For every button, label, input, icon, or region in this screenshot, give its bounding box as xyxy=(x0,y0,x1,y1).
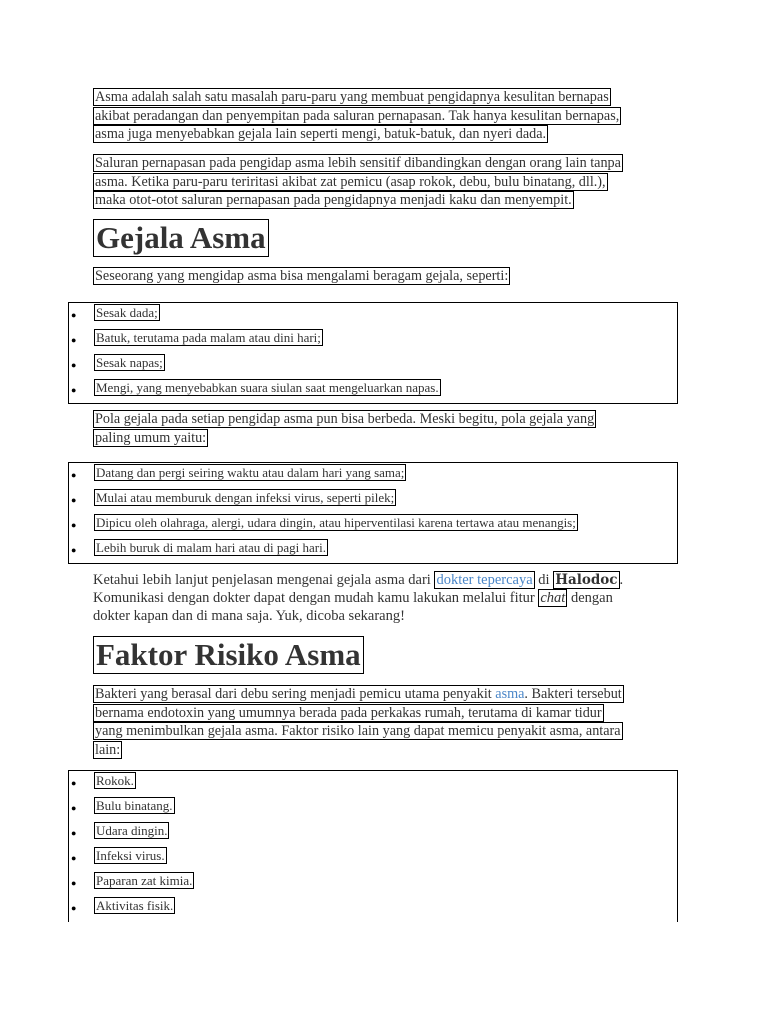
list-item: ● Sesak dada; xyxy=(69,303,677,328)
list-item: ● Dipicu oleh olahraga, alergi, udara dingin, atau hiperventilasi karena tertawa atau menangis; xyxy=(69,513,677,538)
heading-faktor-risiko-asma: Faktor Risiko Asma xyxy=(93,636,364,674)
list-item: ● Mulai atau memburuk dengan infeksi virus, seperti pilek; xyxy=(69,488,677,513)
bullet-icon: ● xyxy=(71,878,77,888)
bullet-icon: ● xyxy=(71,495,77,505)
list-item: ● Sesak napas; xyxy=(69,353,677,378)
halodoc-brand: Halodoc xyxy=(555,572,618,588)
bullet-icon: ● xyxy=(71,903,77,913)
text-line: Pola gejala pada setiap pengidap asma pun bisa berbeda. Meski begitu, pola gejala yang xyxy=(95,411,595,427)
gejala-lead xyxy=(93,267,671,286)
chat-term: chat xyxy=(540,590,566,606)
cta-paragraph: Ketahui lebih lanjut penjelasan mengenai gejala asma dari dokter tepercaya di Halodoc . Komunikasi dengan dokter dapat dengan mudah kamu lakukan melalui fitur chat dengan dokter kapan dan di mana saja. Yuk, dicoba sekarang! xyxy=(93,572,624,624)
list-item: ● Lebih buruk di malam hari atau di pagi hari. xyxy=(69,538,677,563)
text-line: maka otot-otot saluran pernapasan pada pengidapnya menjadi kaku dan menyempit. xyxy=(95,192,572,208)
list-item: ● Udara dingin. xyxy=(69,821,677,846)
dokter-tepercaya-link[interactable]: dokter tepercaya xyxy=(436,572,533,588)
bullet-icon: ● xyxy=(71,520,77,530)
bullet-icon: ● xyxy=(71,853,77,863)
gejala-list xyxy=(68,302,678,404)
bullet-icon: ● xyxy=(71,385,77,395)
text-line: Bakteri yang berasal dari debu sering menjadi pemicu utama penyakit asma. Bakteri tersebut xyxy=(95,686,622,702)
faktor-paragraph xyxy=(93,685,671,759)
text-line: bernama endotoxin yang umumnya berada pada perkakas rumah, terutama di kamar tidur xyxy=(95,704,602,721)
intro-paragraph-1 xyxy=(93,88,671,144)
text-line: Saluran pernapasan pada pengidap asma lebih sensitif dibandingkan dengan orang lain tanpa xyxy=(95,155,621,171)
pola-paragraph xyxy=(93,410,671,447)
text-line: akibat peradangan dan penyempitan pada saluran pernapasan. Tak hanya kesulitan bernapas, xyxy=(95,107,620,124)
text-line: asma. Ketika paru-paru teriritasi akibat zat pemicu (asap rokok, debu, bulu binatang, dll.), xyxy=(95,173,606,190)
bullet-icon: ● xyxy=(71,470,77,480)
list-item: ● Paparan zat kimia. xyxy=(69,871,677,896)
list-item: ● Infeksi virus. xyxy=(69,846,677,871)
pola-list xyxy=(68,462,678,564)
bullet-icon: ● xyxy=(71,310,77,320)
text-line: paling umum yaitu: xyxy=(95,429,207,446)
heading-gejala-asma: Gejala Asma xyxy=(93,219,269,257)
bullet-icon: ● xyxy=(71,828,77,838)
list-item: ● Bulu binatang. xyxy=(69,796,677,821)
text-line: Seseorang yang mengidap asma bisa mengalami beragam gejala, seperti: xyxy=(95,268,509,284)
text-line: asma juga menyebabkan gejala lain seperti mengi, batuk-batuk, dan nyeri dada. xyxy=(95,126,547,142)
list-item: ● Rokok. xyxy=(69,771,677,796)
intro-paragraph-2 xyxy=(93,154,671,210)
faktor-list xyxy=(68,770,678,922)
bullet-icon: ● xyxy=(71,360,77,370)
bullet-icon: ● xyxy=(71,803,77,813)
bullet-icon: ● xyxy=(71,335,77,345)
bullet-icon: ● xyxy=(71,778,77,788)
text-line: yang menimbulkan gejala asma. Faktor risiko lain yang dapat memicu penyakit asma, antara xyxy=(95,723,621,739)
list-item: ● Aktivitas fisik. xyxy=(69,896,677,921)
list-item: ● Datang dan pergi seiring waktu atau dalam hari yang sama; xyxy=(69,463,677,488)
list-item: ● Mengi, yang menyebabkan suara siulan saat mengeluarkan napas. xyxy=(69,378,677,403)
bullet-icon: ● xyxy=(71,545,77,555)
text-line: lain: xyxy=(95,741,121,758)
asma-link[interactable]: asma xyxy=(495,686,525,702)
text-line: Asma adalah salah satu masalah paru-paru yang membuat pengidapnya kesulitan bernapas xyxy=(95,89,609,105)
list-item: ● Batuk, terutama pada malam atau dini hari; xyxy=(69,328,677,353)
